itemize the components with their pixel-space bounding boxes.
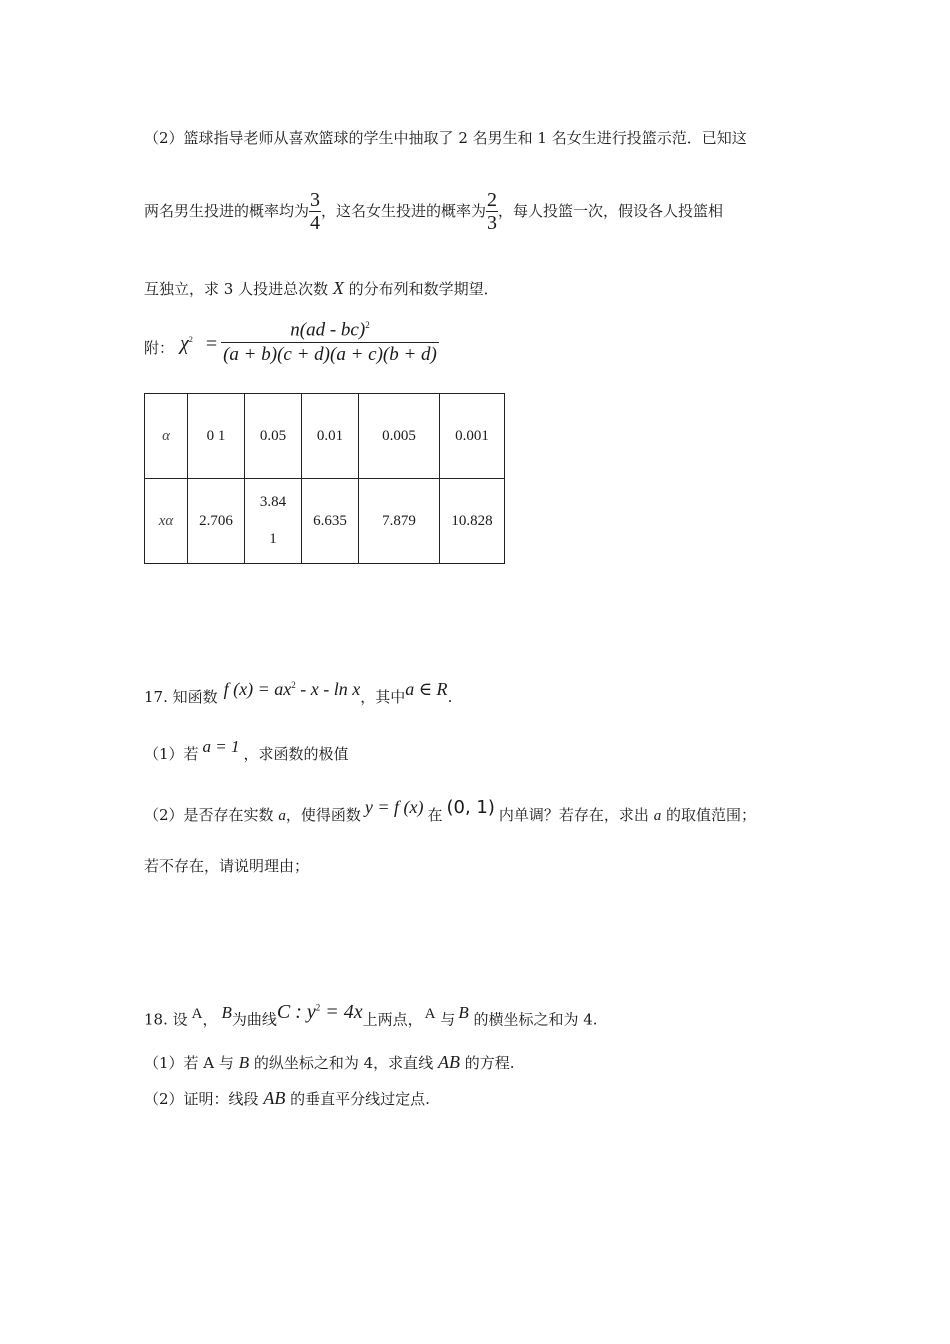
q18-text: （2）证明：线段 bbox=[144, 1090, 259, 1108]
q17-part2-line2: 若不存在，请说明理由； bbox=[144, 857, 310, 875]
q18-text: 与 bbox=[440, 1010, 456, 1029]
var-x: X bbox=[332, 278, 344, 298]
frac-denominator: 4 bbox=[310, 211, 321, 234]
q18-stem bbox=[144, 1000, 598, 1031]
q17-stem bbox=[144, 679, 453, 707]
point-b: B bbox=[221, 1002, 232, 1022]
q18-part1 bbox=[144, 1052, 515, 1073]
fraction-three-quarters bbox=[309, 189, 321, 234]
table-cell: 0 1 bbox=[188, 394, 245, 479]
q16-text: ，每人投篮一次，假设各人投篮相 bbox=[498, 202, 724, 220]
table-cell: 6.635 bbox=[302, 479, 359, 564]
formula-rest: - x - ln x bbox=[295, 679, 361, 699]
q17-text: （1）若 bbox=[144, 745, 199, 763]
curve-exponent: 2 bbox=[315, 1002, 321, 1012]
equals-sign: = bbox=[205, 332, 218, 355]
table-cell: 10.828 bbox=[440, 479, 505, 564]
q17-text: ，其中 bbox=[360, 688, 406, 706]
q18-text: 的纵坐标之和为 4，求直线 bbox=[253, 1054, 434, 1072]
table-cell: 0.001 bbox=[440, 394, 505, 479]
q17-text: ，使得函数 bbox=[285, 806, 361, 824]
q18-part2 bbox=[144, 1088, 430, 1109]
q17-text: 的取值范围； bbox=[665, 806, 756, 824]
q17-text: 内单调？若存在，求出 bbox=[498, 806, 649, 824]
q17-formula bbox=[224, 679, 361, 699]
chi-letter: χ bbox=[180, 332, 189, 355]
frac-denominator: 3 bbox=[487, 211, 498, 234]
q16-part2-line1: （2）篮球指导老师从喜欢篮球的学生中抽取了 2 名男生和 1 名女生进行投篮示范．已知这 bbox=[144, 129, 747, 147]
table-cell: 0.01 bbox=[302, 394, 359, 479]
q16-text: 两名男生投进的概率均为 bbox=[144, 202, 310, 220]
point-a: A bbox=[191, 1005, 203, 1022]
q17-part1 bbox=[144, 737, 349, 764]
q16-part2-line3 bbox=[144, 278, 499, 299]
q17-interval: (0, 1) bbox=[446, 797, 495, 818]
table-cell: 7.879 bbox=[359, 479, 440, 564]
chi-numerator bbox=[221, 313, 439, 343]
point-a: A bbox=[424, 1005, 436, 1022]
q18-number: 18. 设 bbox=[144, 1010, 188, 1029]
q18-curve bbox=[277, 1001, 363, 1023]
q18-text: 的横坐标之和为 4. bbox=[473, 1010, 598, 1029]
chi-exponent: 2 bbox=[188, 335, 193, 344]
table-cell: 3.841 bbox=[245, 479, 302, 564]
table-row bbox=[145, 479, 505, 564]
q18-text: （1）若 A 与 bbox=[144, 1054, 234, 1072]
table-cell: 0.05 bbox=[245, 394, 302, 479]
numerator-text: n(ad - bc) bbox=[290, 319, 366, 341]
denominator-text: (a + b)(c + d)(a + c)(b + d) bbox=[223, 344, 437, 366]
formula-exponent: 2 bbox=[291, 680, 296, 690]
q17-text: （2）是否存在实数 bbox=[144, 806, 274, 824]
chi-formula-fraction bbox=[221, 313, 439, 367]
fraction-two-thirds bbox=[486, 189, 498, 234]
table-cell: 0.005 bbox=[359, 394, 440, 479]
frac-numerator: 2 bbox=[487, 188, 498, 211]
q17-period: . bbox=[447, 688, 453, 706]
table-row bbox=[145, 394, 505, 479]
q17-text: 在 bbox=[427, 806, 443, 824]
q16-text: 互独立，求 3 人投进总次数 bbox=[144, 280, 329, 298]
q16-part2-line2 bbox=[144, 188, 723, 234]
table-head-alpha: α bbox=[145, 394, 188, 479]
q17-text: ，求函数的极值 bbox=[243, 745, 349, 763]
q18-text: 为曲线 bbox=[231, 1010, 277, 1029]
var-a: a bbox=[653, 808, 662, 824]
curve-rest: = 4x bbox=[320, 1000, 363, 1023]
q18-text: 的垂直平分线过定点. bbox=[290, 1090, 430, 1108]
table-head-x-alpha: xα bbox=[145, 479, 188, 564]
q18-comma: ， bbox=[202, 1010, 218, 1029]
q17-condition: a ∈ R bbox=[405, 679, 448, 699]
chi-square-symbol bbox=[180, 330, 217, 354]
table-cell: 2.706 bbox=[188, 479, 245, 564]
frac-numerator: 3 bbox=[310, 188, 321, 211]
numerator-exponent: 2 bbox=[365, 320, 370, 330]
q18-text: 的方程. bbox=[464, 1054, 515, 1072]
q16-text: ，这名女生投进的概率为 bbox=[321, 202, 487, 220]
q17-p1-equation: a = 1 bbox=[202, 737, 240, 756]
appendix-label: 附： bbox=[144, 339, 175, 357]
chi-denominator bbox=[221, 343, 439, 367]
point-b: B bbox=[458, 1002, 469, 1022]
q18-text: 上两点， bbox=[362, 1010, 423, 1029]
segment-ab: AB bbox=[263, 1088, 286, 1108]
q17-number: 17. 知函数 bbox=[144, 688, 218, 706]
curve-main: C : y bbox=[276, 1000, 316, 1023]
q17-function: y = f (x) bbox=[364, 797, 424, 817]
q16-text: 的分布列和数学期望． bbox=[348, 280, 499, 298]
critical-value-table bbox=[144, 393, 505, 564]
formula-main: f (x) = ax bbox=[223, 679, 292, 699]
var-a: a bbox=[278, 808, 286, 824]
point-b: B bbox=[238, 1053, 250, 1072]
q17-part2 bbox=[144, 797, 756, 826]
line-ab: AB bbox=[437, 1052, 460, 1072]
